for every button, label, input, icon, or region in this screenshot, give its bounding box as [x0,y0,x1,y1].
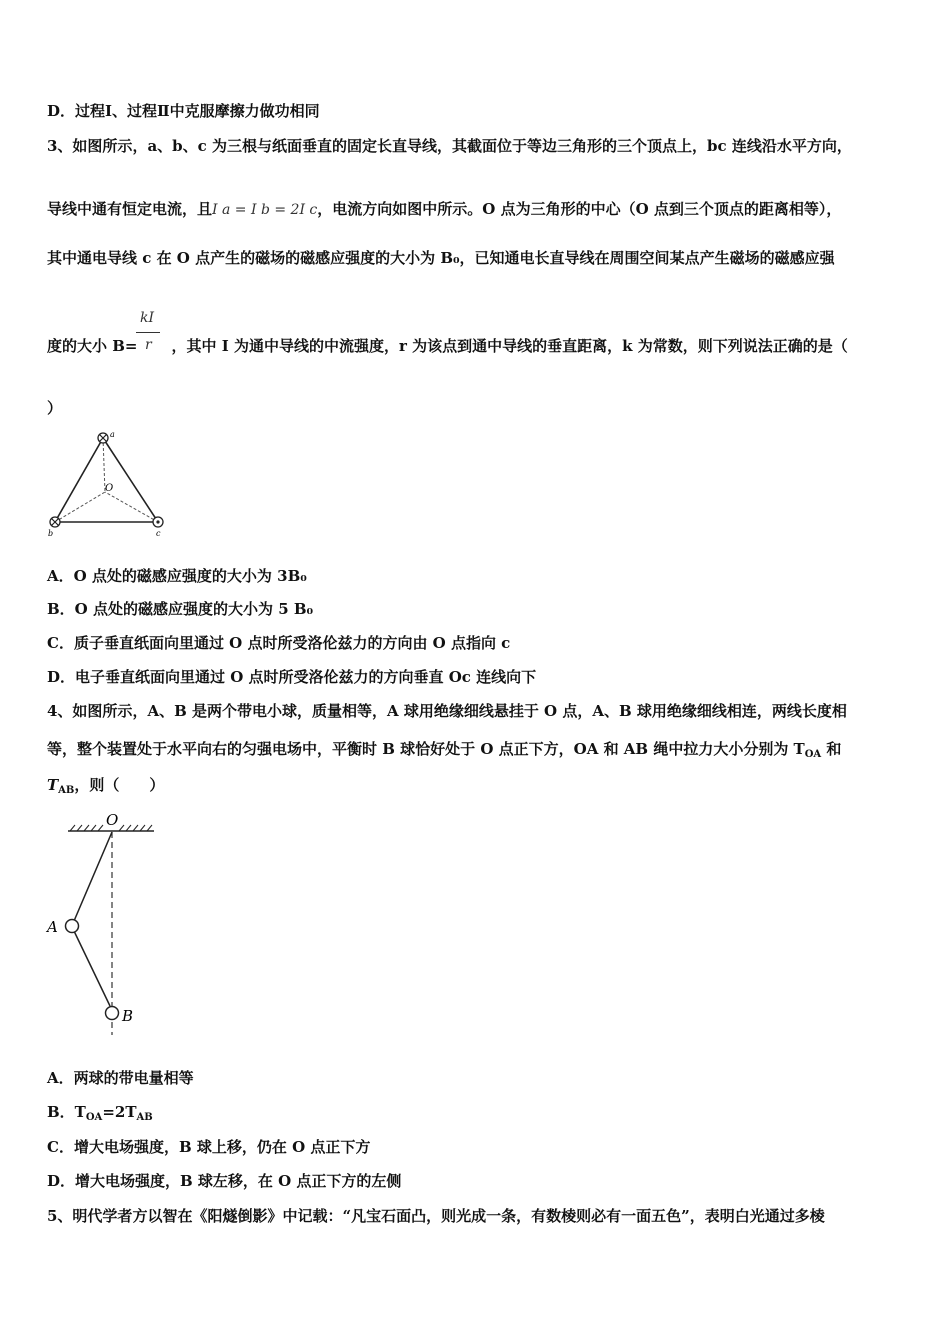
label-a: a [110,430,115,439]
q5-stem-line-1: 5、明代学者方以智在《阳燧倒影》中记载：“凡宝石面凸，则光成一条，有数棱则必有一面五色”，表明白光通过多棱 [47,1207,825,1225]
label-c: c [156,529,161,538]
option-d-previous: D．过程Ⅰ、过程Ⅱ中克服摩擦力做功相同 [47,102,320,120]
q3-option-c: C．质子垂直纸面向里通过 O 点时所受洛伦兹力的方向由 O 点指向 c [47,634,511,652]
wire-c-out-icon [153,517,163,527]
t-oa-subscript: OA [804,749,822,760]
q4-text-c: ，则（ ） [74,776,165,794]
q3-option-a: A．O 点处的磁感应强度的大小为 3B₀ [47,567,307,585]
line-bo [55,492,105,522]
q4-option-a: A．两球的带电量相等 [47,1069,194,1087]
fraction-denominator: r [145,337,152,353]
pendulum-figure [40,805,170,1040]
q3-stem-line-3: 其中通电导线 c 在 O 点产生的磁场的磁感应强度的大小为 B₀，已知通电长直导线在周围空间某点产生磁场的磁感应强 [47,249,835,267]
edge-ac [103,438,158,522]
q3-stem-line-5: ） [47,399,63,417]
q3-text-a: 导线中通有恒定电流，且 [47,200,213,218]
q3-stem-line-2 [47,199,841,220]
label-a-ball: A [47,918,58,936]
q4-stem-line-3 [47,775,164,801]
label-b: b [48,529,54,538]
q3-stem-line-4 [47,336,848,356]
thread-oa [74,832,112,921]
t-symbol: T [47,776,59,794]
q4-text-b: 和 [821,740,842,758]
q4-option-b [47,1102,153,1128]
q3-text-c: 度的大小 B= [47,337,138,355]
label-b-ball: B [122,1007,134,1025]
q4-option-d: D．增大电场强度，B 球左移，在 O 点正下方的左侧 [47,1172,402,1190]
fraction-numerator: kI [140,310,155,326]
current-formula: I a = I b = 2I c [212,202,318,218]
q3-text-d: ，其中 I 为通中导线的中流强度，r 为该点到通中导线的垂直距离，k 为常数，则下列说法正确的是（ [171,337,848,355]
q4-stem-line-1: 4、如图所示，A、B 是两个带电小球，质量相等，A 球用绝缘细线悬挂于 O 点，A、B 球用绝缘细线相连，两线长度相 [47,702,847,720]
q4-option-c: C．增大电场强度，B 球上移，仍在 O 点正下方 [47,1138,371,1156]
line-co [105,492,158,522]
q4-option-b-text-b: =2T [102,1103,137,1121]
thread-ab [74,931,110,1006]
q3-option-b: B．O 点处的磁感应强度的大小为 5 B₀ [47,600,314,618]
q4-option-b-text-a: B．T [47,1103,86,1121]
label-o: O [105,483,114,494]
fraction-bar [136,332,160,333]
q4-text-a: 等，整个装置处于水平向右的匀强电场中，平衡时 B 球恰好处于 O 点正下方，OA 和 AB 绳中拉力大小分别为 T [47,740,805,758]
q3-option-d: D．电子垂直纸面向里通过 O 点时所受洛伦兹力的方向垂直 Oc 连线向下 [47,668,537,686]
label-o-point: O [106,811,119,829]
q3-stem-line-1: 3、如图所示，a、b、c 为三根与纸面垂直的固定长直导线，其截面位于等边三角形的三个顶点上，bc 连线沿水平方向， [47,137,852,155]
wire-b-into-icon [50,517,60,527]
triangle-wire-figure [45,428,175,538]
q4-option-b-sub-ab: AB [136,1112,153,1123]
wire-a-into-icon [98,433,108,443]
q3-text-b: ，电流方向如图中所示。O 点为三角形的中心（O 点到三个顶点的距离相等）， [317,200,842,218]
q4-stem-line-2 [47,739,841,765]
edge-ab [55,438,103,522]
t-ab-subscript: AB [58,785,75,796]
q4-option-b-sub-oa: OA [85,1112,103,1123]
ball-a [66,920,79,933]
ball-b [106,1007,119,1020]
